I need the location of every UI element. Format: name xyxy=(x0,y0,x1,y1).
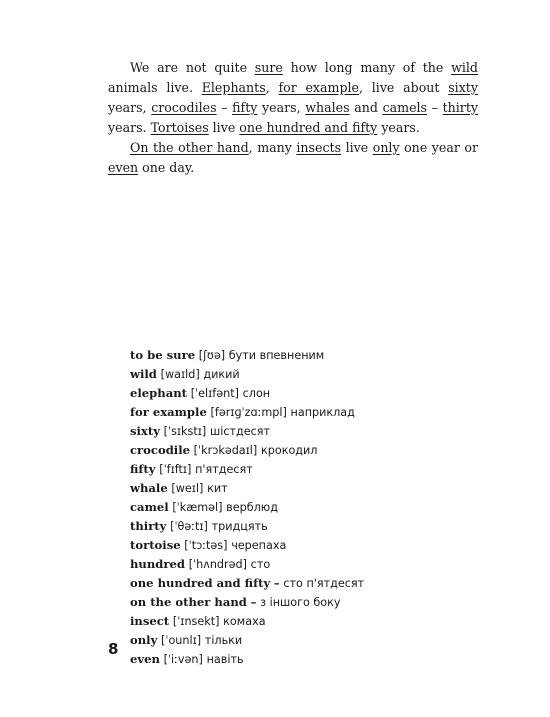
passage-text: one year or xyxy=(399,140,479,155)
underlined-word: On the other hand xyxy=(130,140,249,155)
vocab-term: for example xyxy=(130,405,207,419)
vocab-term: on the other hand xyxy=(130,595,247,609)
underlined-word: for example xyxy=(278,80,360,95)
vocab-translation: з іншого боку xyxy=(260,596,341,609)
vocab-translation: слон xyxy=(242,387,271,400)
vocab-term: one hundred and fifty xyxy=(130,576,271,590)
vocabulary-entry xyxy=(130,403,450,422)
underlined-word: sixty xyxy=(448,80,478,95)
vocab-term: camel xyxy=(130,500,169,514)
vocabulary-entry xyxy=(130,365,450,384)
underlined-word: one hundred and fifty xyxy=(239,120,378,135)
vocab-translation: п'ятдесят xyxy=(195,463,253,476)
vocab-translation: верблюд xyxy=(226,501,278,514)
vocabulary-entry xyxy=(130,422,450,441)
vocabulary-entry xyxy=(130,574,450,593)
vocab-term: insect xyxy=(130,614,170,628)
vocabulary-entry xyxy=(130,384,450,403)
vocab-translation: наприклад xyxy=(290,406,355,419)
passage-text: years. xyxy=(108,120,151,135)
vocab-translation: бути впевненим xyxy=(228,349,325,362)
vocab-term: elephant xyxy=(130,386,187,400)
vocab-term: hundred xyxy=(130,557,185,571)
vocab-pronunciation: [ˈfɪftɪ] xyxy=(159,463,192,476)
vocab-term: fifty xyxy=(130,462,156,476)
vocab-pronunciation: [ˈɪnsekt] xyxy=(172,615,220,628)
underlined-word: whales xyxy=(305,100,350,115)
vocabulary-entry xyxy=(130,536,450,555)
underlined-word: Elephants xyxy=(201,80,266,95)
vocabulary-entry xyxy=(130,346,450,365)
vocab-pronunciation: [ˈounlɪ] xyxy=(161,634,202,647)
vocab-term: even xyxy=(130,652,160,666)
vocabulary-entry xyxy=(130,441,450,460)
vocab-translation: черепаха xyxy=(231,539,287,552)
underlined-word: camels xyxy=(382,100,428,115)
vocabulary-entry xyxy=(130,498,450,517)
underlined-word: crocodiles xyxy=(151,100,217,115)
passage-text: live xyxy=(341,140,373,155)
passage-text: and xyxy=(349,100,383,115)
vocabulary-entry xyxy=(130,479,450,498)
vocab-dash: – xyxy=(273,576,280,590)
vocab-term: whale xyxy=(130,481,168,495)
underlined-word: sure xyxy=(254,60,283,75)
vocab-pronunciation: [ˈθəːtɪ] xyxy=(170,520,208,533)
vocabulary-list xyxy=(130,346,450,669)
passage-text: , live about xyxy=(359,80,449,95)
vocab-pronunciation: [ˈsɪkstɪ] xyxy=(163,425,207,438)
vocab-term: to be sure xyxy=(130,348,196,362)
vocab-translation: тридцять xyxy=(211,520,268,533)
vocab-translation: комаха xyxy=(223,615,266,628)
vocabulary-entry xyxy=(130,593,450,612)
passage-paragraph-1 xyxy=(108,58,478,138)
vocab-dash: – xyxy=(250,595,257,609)
passage-paragraph-2 xyxy=(108,138,478,178)
vocabulary-entry xyxy=(130,631,450,650)
vocab-pronunciation: [ˈkæməl] xyxy=(172,501,223,514)
underlined-word: insects xyxy=(296,140,342,155)
underlined-word: fifty xyxy=(232,100,258,115)
passage-text: , xyxy=(265,80,279,95)
passage-text: years. xyxy=(377,120,420,135)
vocabulary-entry xyxy=(130,612,450,631)
vocab-translation: сто xyxy=(250,558,271,571)
passage-text: years, xyxy=(108,100,152,115)
passage-text: one day. xyxy=(138,160,195,175)
vocab-translation: дикий xyxy=(203,368,240,381)
vocabulary-entry xyxy=(130,517,450,536)
vocab-translation: кит xyxy=(207,482,228,495)
vocab-pronunciation: [ˈhʌndrəd] xyxy=(188,558,247,571)
vocab-pronunciation: [ʃʊə] xyxy=(198,349,226,362)
vocab-term: tortoise xyxy=(130,538,181,552)
passage-text: how long many of the xyxy=(282,60,452,75)
vocab-translation: шістдесят xyxy=(209,425,270,438)
vocab-translation: навіть xyxy=(206,653,244,666)
vocabulary-entry xyxy=(130,460,450,479)
vocab-term: sixty xyxy=(130,424,160,438)
page-number: 8 xyxy=(108,640,119,658)
underlined-word: wild xyxy=(451,60,478,75)
underlined-word: Tortoises xyxy=(150,120,209,135)
passage-text: , many xyxy=(248,140,297,155)
passage-text: animals live. xyxy=(108,80,202,95)
vocab-term: thirty xyxy=(130,519,167,533)
vocab-pronunciation: [fərɪɡˈzɑːmpl] xyxy=(210,406,287,419)
vocab-pronunciation: [ˈtɔːtəs] xyxy=(184,539,228,552)
vocab-term: only xyxy=(130,633,158,647)
vocab-translation: сто п'ятдесят xyxy=(283,577,365,590)
passage-text: We are not quite xyxy=(130,60,255,75)
vocabulary-entry xyxy=(130,650,450,669)
vocabulary-entry xyxy=(130,555,450,574)
underlined-word: only xyxy=(372,140,400,155)
vocab-pronunciation: [ˈiːvən] xyxy=(163,653,203,666)
vocab-pronunciation: [weɪl] xyxy=(171,482,204,495)
underlined-word: even xyxy=(108,160,139,175)
vocab-translation: тільки xyxy=(204,634,243,647)
vocab-translation: крокодил xyxy=(260,444,318,457)
reading-passage xyxy=(108,58,478,178)
vocab-term: wild xyxy=(130,367,157,381)
underlined-word: thirty xyxy=(442,100,479,115)
passage-text: years, xyxy=(257,100,306,115)
vocab-pronunciation: [ˈelɪfənt] xyxy=(190,387,239,400)
vocab-pronunciation: [waɪld] xyxy=(160,368,200,381)
vocab-pronunciation: [ˈkrɔkədaɪl] xyxy=(193,444,258,457)
vocab-term: crocodile xyxy=(130,443,190,457)
passage-text: live xyxy=(208,120,240,135)
passage-text: – xyxy=(427,100,443,115)
passage-text: – xyxy=(216,100,233,115)
